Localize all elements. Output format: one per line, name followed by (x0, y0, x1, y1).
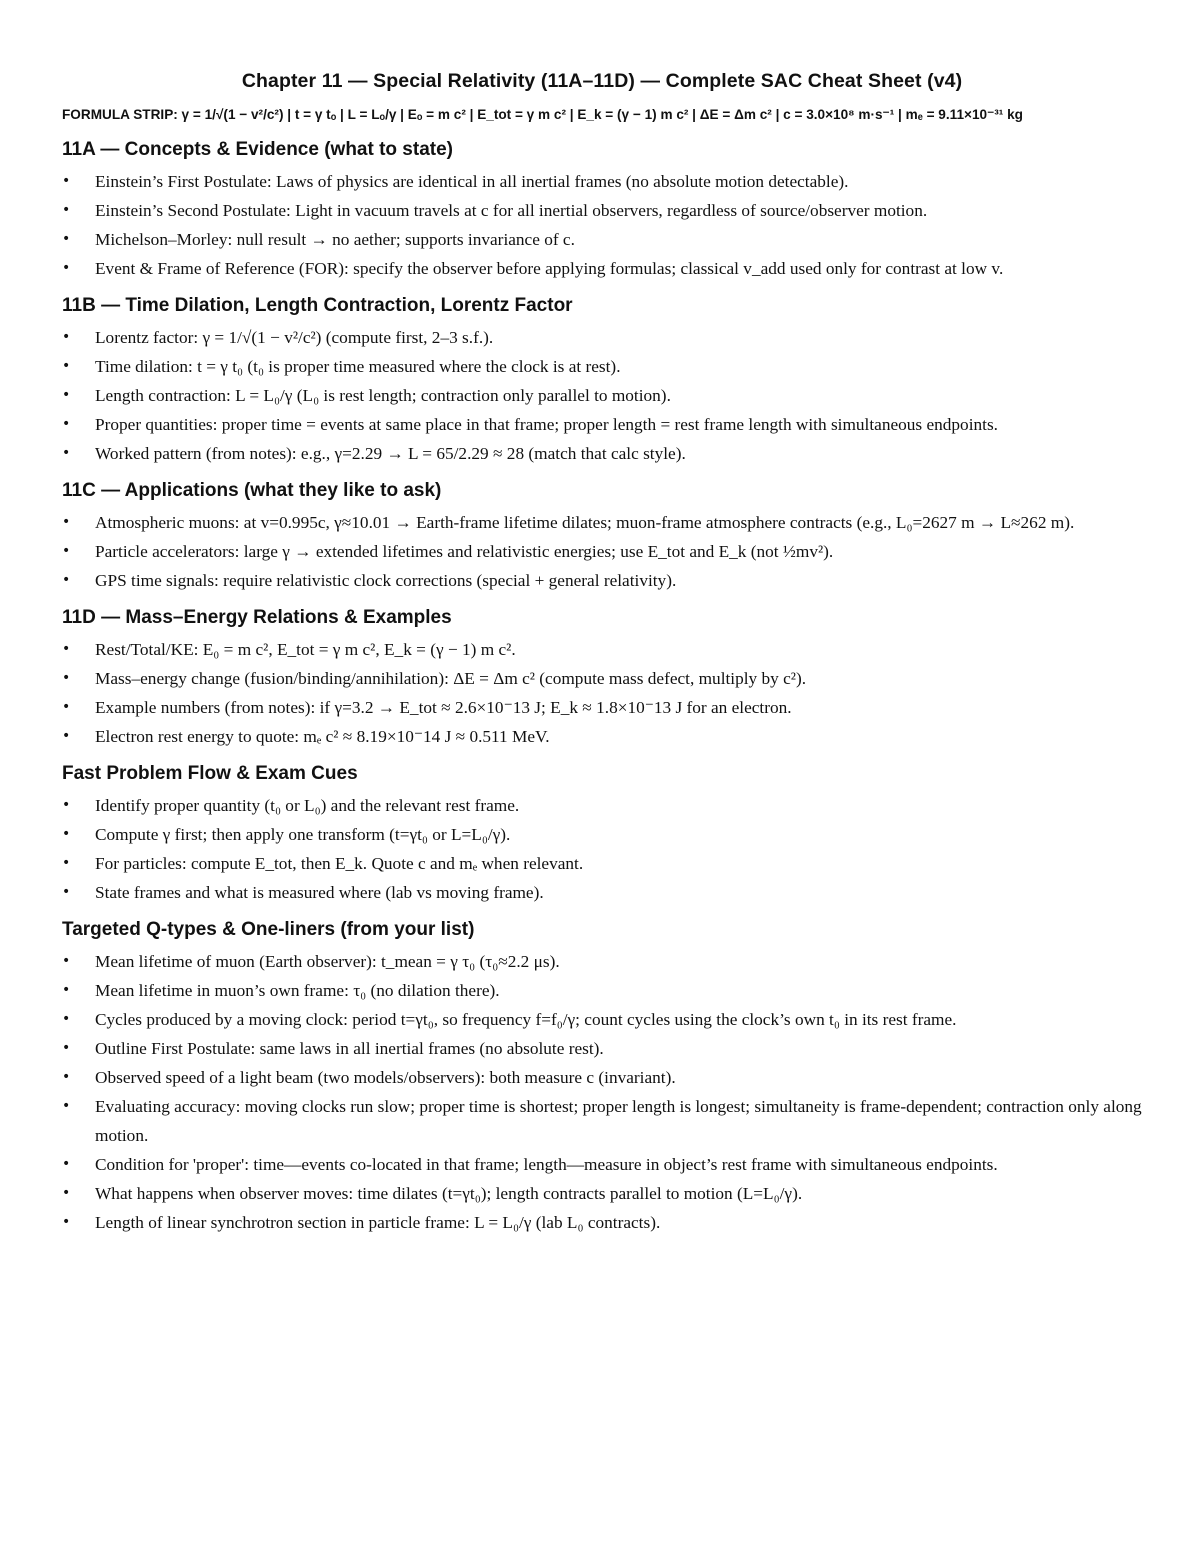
list-item: • Mean lifetime of muon (Earth observer): t_mean = γ τ₀ (τ₀≈2.2 μs). (62, 947, 1142, 976)
section-heading: Fast Problem Flow & Exam Cues (62, 763, 358, 784)
list-item: • Worked pattern (from notes): e.g., γ=2.29 → L = 65/2.29 ≈ 28 (match that calc style). (62, 439, 1142, 468)
list-item: • Length of linear synchrotron section in particle frame: L = L₀/γ (lab L₀ contracts). (62, 1208, 1142, 1237)
list-item: • Einstein’s First Postulate: Laws of physics are identical in all inertial frames (no absolute motion detectable). (62, 167, 1142, 196)
section-11a (62, 133, 1142, 283)
list-item: • What happens when observer moves: time dilates (t=γt₀); length contracts parallel to motion (L=L₀/γ). (62, 1179, 1142, 1208)
list-item: • Evaluating accuracy: moving clocks run slow; proper time is shortest; proper length is longest; simultaneity is frame-dependent; contraction only along motion. (62, 1092, 1142, 1150)
bullet-list (62, 635, 1142, 751)
bullet-list (62, 323, 1142, 468)
section-targeted-q-types (62, 913, 1142, 1237)
list-item: • Electron rest energy to quote: mₑ c² ≈ 8.19×10⁻14 J ≈ 0.511 MeV. (62, 722, 1142, 751)
list-item: • Outline First Postulate: same laws in all inertial frames (no absolute rest). (62, 1034, 1142, 1063)
list-item: • Mass–energy change (fusion/binding/annihilation): ΔE = Δm c² (compute mass defect, multiply by c²). (62, 664, 1142, 693)
bullet-list (62, 167, 1142, 283)
list-item: • Length contraction: L = L₀/γ (L₀ is rest length; contraction only parallel to motion). (62, 381, 1142, 410)
list-item: • Einstein’s Second Postulate: Light in vacuum travels at c for all inertial observers, regardless of source/observer motion. (62, 196, 1142, 225)
list-item: • Identify proper quantity (t₀ or L₀) and the relevant rest frame. (62, 791, 1142, 820)
list-item: • Atmospheric muons: at v=0.995c, γ≈10.01 → Earth-frame lifetime dilates; muon-frame atmosphere contracts (e.g., L₀=2627 m → L≈262 m). (62, 508, 1142, 537)
bullet-list (62, 947, 1142, 1237)
list-item: • Rest/Total/KE: E₀ = m c², E_tot = γ m c², E_k = (γ − 1) m c². (62, 635, 1142, 664)
list-item: • Example numbers (from notes): if γ=3.2 → E_tot ≈ 2.6×10⁻13 J; E_k ≈ 1.8×10⁻13 J for an electron. (62, 693, 1142, 722)
document-page (62, 70, 1142, 1243)
section-11d (62, 601, 1142, 751)
list-item: • Time dilation: t = γ t₀ (t₀ is proper time measured where the clock is at rest). (62, 352, 1142, 381)
section-11c (62, 474, 1142, 595)
section-heading: 11C — Applications (what they like to ask) (62, 480, 442, 501)
section-heading: 11A — Concepts & Evidence (what to state) (62, 139, 453, 160)
list-item: • Lorentz factor: γ = 1/√(1 − v²/c²) (compute first, 2–3 s.f.). (62, 323, 1142, 352)
bullet-list (62, 508, 1142, 595)
section-heading: Targeted Q-types & One-liners (from your list) (62, 919, 475, 940)
list-item: • Cycles produced by a moving clock: period t=γt₀, so frequency f=f₀/γ; count cycles using the clock’s own t₀ in its rest frame. (62, 1005, 1142, 1034)
list-item: • Observed speed of a light beam (two models/observers): both measure c (invariant). (62, 1063, 1142, 1092)
section-fast-problem-flow (62, 757, 1142, 907)
list-item: • Mean lifetime in muon’s own frame: τ₀ (no dilation there). (62, 976, 1142, 1005)
section-heading: 11D — Mass–Energy Relations & Examples (62, 607, 452, 628)
section-11b (62, 289, 1142, 468)
page-title: Chapter 11 — Special Relativity (11A–11D) — Complete SAC Cheat Sheet (v4) (241, 70, 963, 92)
list-item: • State frames and what is measured where (lab vs moving frame). (62, 878, 1142, 907)
list-item: • Michelson–Morley: null result → no aether; supports invariance of c. (62, 225, 1142, 254)
bullet-list (62, 791, 1142, 907)
sections-container (62, 133, 1142, 1237)
list-item: • GPS time signals: require relativistic clock corrections (special + general relativity). (62, 566, 1142, 595)
list-item: • Proper quantities: proper time = events at same place in that frame; proper length = rest frame length with simultaneous endpoints. (62, 410, 1142, 439)
list-item: • Particle accelerators: large γ → extended lifetimes and relativistic energies; use E_tot and E_k (not ½mv²). (62, 537, 1142, 566)
list-item: • Compute γ first; then apply one transform (t=γt₀ or L=L₀/γ). (62, 820, 1142, 849)
section-heading: 11B — Time Dilation, Length Contraction, Lorentz Factor (62, 295, 573, 316)
list-item: • For particles: compute E_tot, then E_k. Quote c and mₑ when relevant. (62, 849, 1142, 878)
formula-strip: FORMULA STRIP: γ = 1/√(1 − v²/c²) | t = γ tₒ | L = Lₒ/γ | Eₒ = m c² | E_tot = γ m c² | E_k = (γ − 1) m c² | ΔE = Δm c² | c = 3.0×10⁸ m·s⁻¹ | mₑ = 9.11×10⁻³¹ kg (62, 107, 1023, 122)
list-item: • Event & Frame of Reference (FOR): specify the observer before applying formulas; classical v_add used only for contrast at low v. (62, 254, 1142, 283)
list-item: • Condition for 'proper': time—events co-located in that frame; length—measure in object’s rest frame with simultaneous endpoints. (62, 1150, 1142, 1179)
